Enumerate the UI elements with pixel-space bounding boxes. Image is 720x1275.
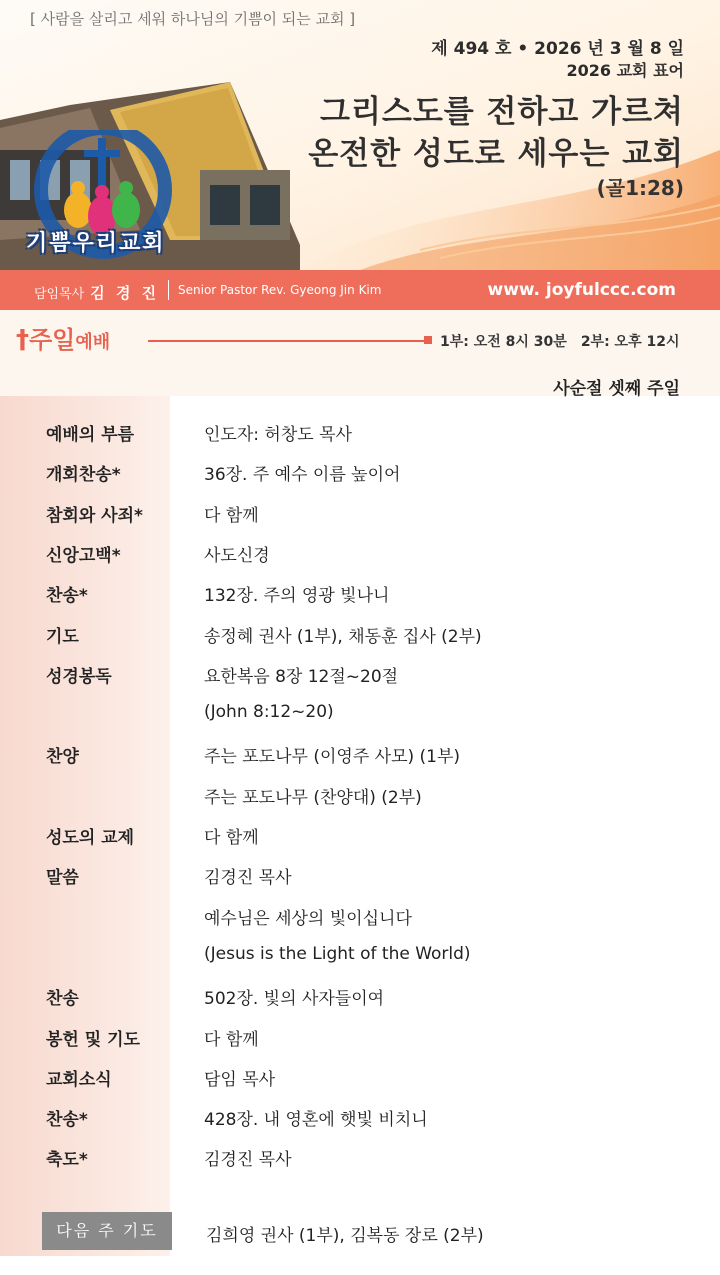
order-of-service: [0, 396, 720, 1275]
bulletin-header: [0, 0, 720, 270]
worship-divider-square: [424, 336, 432, 344]
order-row: [0, 694, 720, 734]
order-item-label: 찬송*: [46, 586, 88, 607]
order-item-value: 다 함께: [204, 1029, 259, 1050]
order-row: [0, 734, 720, 774]
pastor-bar: [0, 270, 720, 310]
order-row: [0, 1137, 720, 1177]
worship-title: [16, 320, 110, 355]
pastor-korean: [34, 282, 159, 303]
worship-title-sub: 예배: [75, 332, 111, 353]
order-item-value: 요한복음 8장 12절~20절: [204, 666, 399, 687]
order-row: [0, 815, 720, 855]
order-item-label: 개회찬송*: [46, 465, 121, 486]
order-row: [0, 412, 720, 452]
order-item-label: 찬송: [46, 989, 79, 1010]
next-week-prayer-label: 다음 주 기도: [42, 1212, 172, 1250]
order-row: [0, 855, 720, 895]
pastor-name: 김 경 진: [90, 284, 160, 302]
order-item-value: 502장. 빛의 사자들이여: [204, 989, 385, 1010]
order-row: [0, 452, 720, 492]
order-item-value: 36장. 주 예수 이름 높이어: [204, 465, 401, 486]
order-item-label: 참회와 사죄*: [46, 505, 143, 526]
pastor-label: 담임목사: [34, 287, 85, 302]
next-week-prayer-value: 김희영 권사 (1부), 김복동 장로 (2부): [206, 1226, 484, 1246]
order-row: [0, 614, 720, 654]
order-item-value: 428장. 내 영혼에 햇빛 비치니: [204, 1110, 428, 1131]
order-item-value: 주는 포도나무 (이영주 사모) (1부): [204, 747, 461, 768]
order-item-label: 찬송*: [46, 1110, 88, 1131]
worship-title-main: 주일: [29, 326, 76, 354]
order-item-label: 성도의 교제: [46, 828, 135, 848]
slogan-verse: (골1:28): [596, 176, 684, 200]
order-item-value: 주는 포도나무 (찬양대) (2부): [204, 787, 422, 808]
order-item-value: 김경진 목사: [204, 1150, 292, 1171]
order-item-label: 말씀: [46, 868, 79, 889]
church-logo-text: 기쁨우리교회: [26, 231, 166, 256]
order-item-label: 성경봉독: [46, 666, 112, 687]
order-row: [0, 1097, 720, 1137]
worship-time-1: 1부: 오전 8시 30분: [440, 334, 567, 350]
order-item-value: (Jesus is the Light of the World): [204, 943, 471, 964]
order-item-label: 신앙고백*: [46, 545, 121, 566]
theme-label: 2026 교회 표어: [566, 61, 684, 80]
order-row: [0, 573, 720, 613]
order-item-label: 봉헌 및 기도: [46, 1029, 140, 1050]
worship-section-header: [0, 310, 720, 399]
order-row: [0, 493, 720, 533]
order-row: [0, 775, 720, 815]
order-item-label: 찬양: [46, 747, 79, 768]
order-row: [0, 896, 720, 936]
order-item-value: 예수님은 세상의 빛이십니다: [204, 908, 412, 929]
order-row: [0, 1057, 720, 1097]
worship-divider-line: [148, 340, 424, 342]
order-item-label: 교회소식: [46, 1069, 112, 1090]
order-item-value: 송정혜 권사 (1부), 채동훈 집사 (2부): [204, 626, 482, 647]
order-item-label: 축도*: [46, 1150, 88, 1171]
order-row: [0, 533, 720, 573]
order-row: [0, 1017, 720, 1057]
pastor-english: Senior Pastor Rev. Gyeong Jin Kim: [178, 283, 382, 297]
order-item-value: 김경진 목사: [204, 868, 292, 889]
cross-icon: †: [16, 325, 29, 355]
slogan-line-1: 그리스도를 전하고 가르쳐: [320, 94, 684, 130]
order-item-label: 기도: [46, 626, 79, 647]
church-website-link[interactable]: www. joyfulccc.com: [487, 280, 676, 300]
order-row: [0, 936, 720, 976]
order-item-value: 담임 목사: [204, 1069, 276, 1090]
pastor-divider: [168, 280, 169, 300]
order-item-value: 132장. 주의 영광 빛나니: [204, 586, 390, 607]
order-item-value: 인도자: 허창도 목사: [204, 425, 352, 445]
order-row: [0, 976, 720, 1016]
worship-times: [440, 331, 679, 351]
order-row: [0, 654, 720, 694]
order-item-label: 예배의 부름: [46, 425, 135, 445]
issue-date: 제 494 호 • 2026 년 3 월 8 일: [431, 39, 684, 59]
church-motto: [ 사람을 살리고 세워 하나님의 기쁨이 되는 교회 ]: [30, 10, 356, 28]
worship-time-2: 2부: 오후 12시: [580, 334, 680, 350]
liturgical-sunday: 사순절 셋째 주일: [553, 379, 680, 399]
order-item-value: 다 함께: [204, 505, 259, 526]
slogan-line-2: 온전한 성도로 세우는 교회: [308, 136, 684, 172]
order-item-value: (John 8:12~20): [204, 702, 334, 723]
order-item-value: 사도신경: [204, 545, 270, 566]
order-item-value: 다 함께: [204, 828, 259, 848]
